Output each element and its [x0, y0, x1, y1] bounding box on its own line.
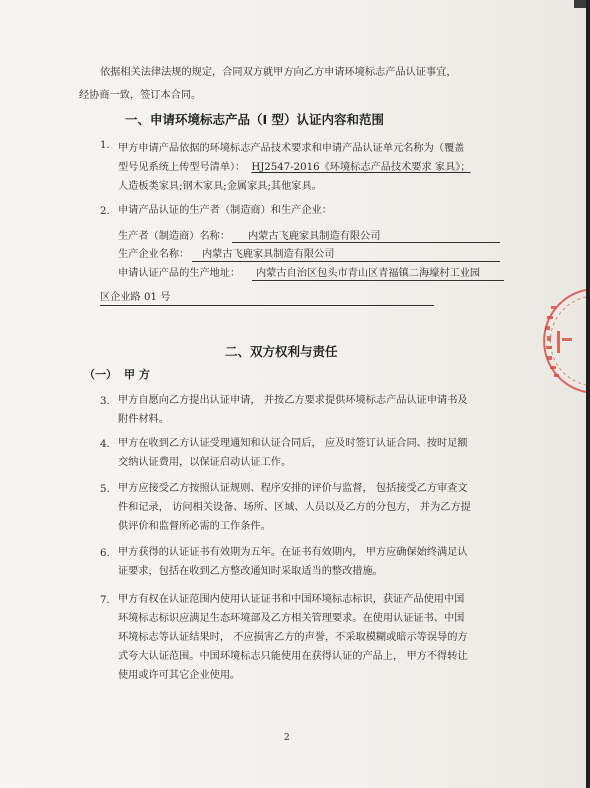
- item-1-line-3: 人造板类家具;钢木家具;金属家具;其他家具。: [118, 181, 322, 192]
- item-4-text: [118, 434, 530, 472]
- item-7-line-1: 甲方有权在认证范围内使用认证证书和中国环境标志标识，获证产品使用中国: [118, 594, 465, 605]
- address-value-line-2: 区企业路 01 号: [100, 292, 171, 303]
- item-3-text: [118, 391, 530, 429]
- item-4-line-1: 甲方在收到乙方认证受理通知和认证合同后， 应及时签订认证合同、按时足额: [118, 438, 468, 449]
- address-label: 申请认证产品的生产地址：: [118, 268, 241, 279]
- subsection-a-number: （一）: [84, 368, 117, 381]
- official-seal-stamp: [541, 286, 586, 396]
- item-7-line-5: 使用或许可其它企业使用。: [118, 670, 241, 681]
- item-6-number: 6.: [100, 548, 110, 559]
- item-1-text: [118, 139, 530, 196]
- factory-underline: [192, 261, 500, 262]
- item-3-number: 3.: [100, 396, 110, 407]
- subsection-a-title: 甲 方: [124, 368, 150, 381]
- address-value-line-1: 内蒙古自治区包头市青山区青福镇二海壕村工业园: [256, 268, 481, 279]
- item-1-number: 1.: [100, 140, 110, 151]
- item-4-line-2: 交纳认证费用，以保证启动认证工作。: [118, 457, 292, 468]
- item-7-text: [118, 590, 530, 685]
- producer-label: 生产者（制造商）名称：: [118, 231, 231, 242]
- address-underline-1: [252, 280, 504, 281]
- item-5-text: [118, 479, 530, 536]
- section-1-title: 一、申请环境标志产品（I 型）认证内容和范围: [125, 112, 385, 127]
- item-7-number: 7.: [100, 595, 110, 606]
- item-3-line-2: 附件材料。: [118, 414, 169, 425]
- item-1-line-2-prefix: 型号见系统上传型号清单）：: [118, 162, 246, 173]
- factory-value: 内蒙古飞鹿家具制造有限公司: [202, 249, 335, 260]
- intro-line-1: 依据相关法律法规的规定，合同双方就甲方向乙方申请环境标志产品认证事宜，: [100, 67, 457, 78]
- item-1-line-1: 甲方申请产品依据的环境标志产品技术要求和申请产品认证单元名称为（覆盖: [118, 143, 465, 154]
- scan-corner-mark: [574, 0, 586, 8]
- item-6-text: [118, 543, 530, 581]
- producer-value: 内蒙古飞鹿家具制造有限公司: [248, 231, 381, 242]
- item-2-number: 2.: [100, 206, 110, 217]
- item-5-line-1: 甲方应接受乙方按照认证规则、程序安排的评价与监督， 包括接受乙方审查文: [118, 483, 468, 494]
- producer-underline: [232, 242, 500, 243]
- item-7-line-3: 环境标志等认证结果时， 不应损害乙方的声誉，不采取模糊或暗示等误导的方: [118, 632, 468, 643]
- scan-edge: [586, 0, 590, 788]
- item-1-line-2: [118, 158, 530, 177]
- item-6-line-1: 甲方获得的认证证书有效期为五年。在证书有效期内， 甲方应确保始终满足认: [118, 547, 468, 558]
- item-5-line-2: 件和记录， 访问相关设备、场所、区域、人员以及乙方的分包方， 并为乙方提: [118, 502, 471, 513]
- item-3-line-1: 甲方自愿向乙方提出认证申请， 并按乙方要求提供环境标志产品认证申请书及: [118, 395, 468, 406]
- item-4-number: 4.: [100, 439, 110, 450]
- item-7-line-2: 环境标志标识应满足生态环境部及乙方相关管理要求。在使用认证证书、中国: [118, 613, 465, 624]
- item-5-number: 5.: [100, 484, 110, 495]
- page-number: 2: [284, 733, 290, 743]
- item-6-line-2: 证要求，包括在收到乙方整改通知时采取适当的整改措施。: [118, 566, 383, 577]
- section-2-title: 二、双方权利与责任: [225, 344, 338, 359]
- address-underline-2: [100, 305, 434, 306]
- item-7-line-4: 式夸大认证范围。中国环境标志只能使用在获得认证的产品上， 甲方不得转让: [118, 651, 468, 662]
- item-2-text: 申请产品认证的生产者（制造商）和生产企业：: [118, 205, 332, 216]
- intro-line-2: 经协商一致，签订本合同。: [79, 90, 202, 101]
- item-5-line-3: 供评价和监督所必需的工作条件。: [118, 521, 271, 532]
- factory-label: 生产企业名称：: [118, 249, 190, 260]
- item-1-standard-value: HJ2547-2016《环境标志产品技术要求 家具》；: [251, 162, 471, 173]
